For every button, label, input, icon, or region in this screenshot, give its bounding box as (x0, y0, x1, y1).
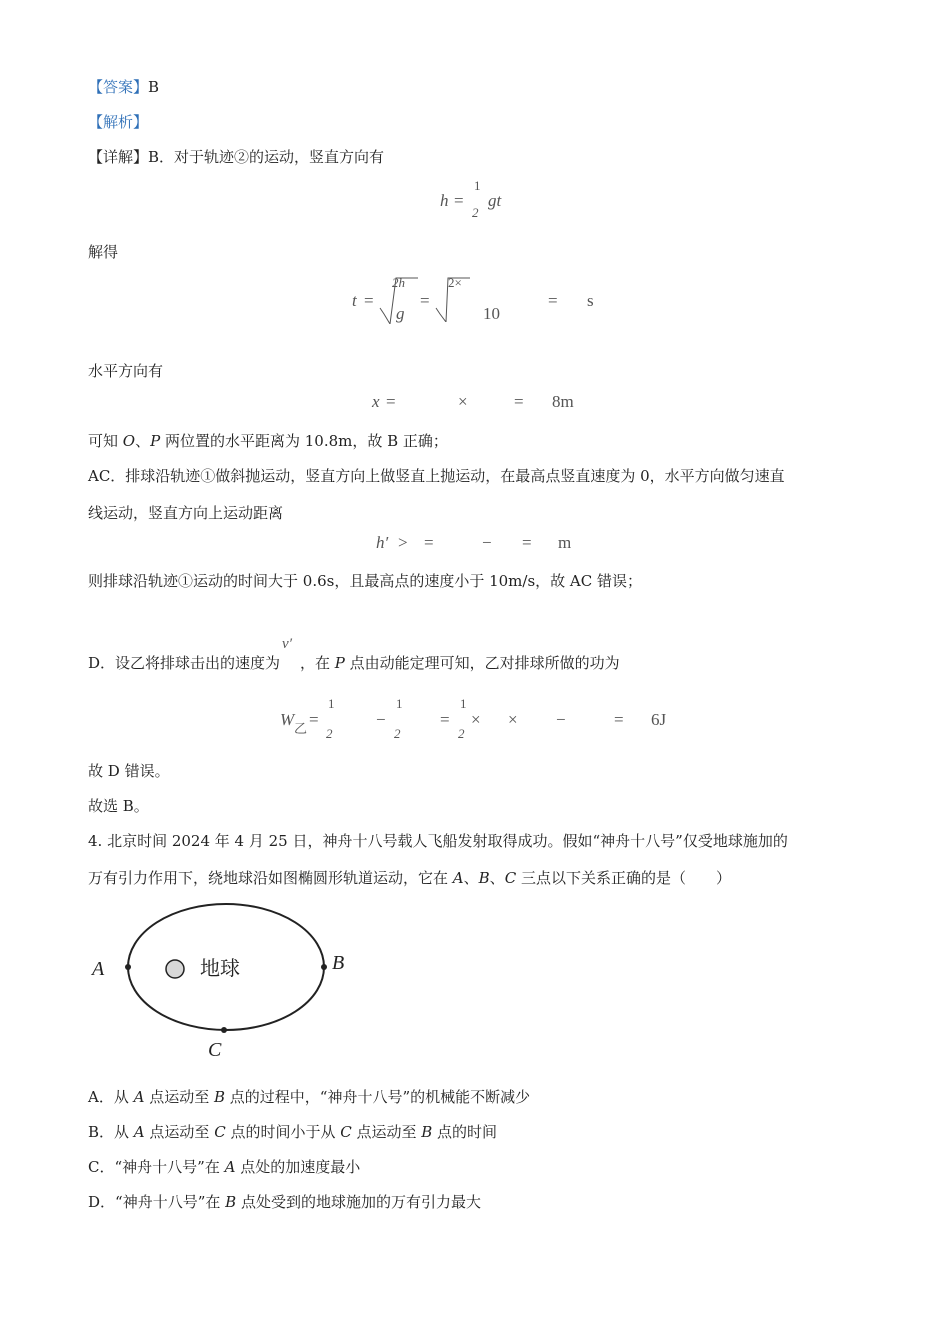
eq5-frac2-den: 2 (394, 726, 401, 741)
choose-conclusion: 故选 B。 (88, 797, 149, 815)
eq3-times: × (458, 392, 468, 411)
eq5-times-1: × (471, 710, 481, 729)
option-b[interactable] (88, 1121, 497, 1142)
equation-4 (376, 533, 596, 557)
eq5-frac1-den: 2 (326, 726, 333, 741)
eq2-lhs: t (352, 291, 357, 310)
equation-5 (280, 696, 680, 746)
eq5-times-2: × (508, 710, 518, 729)
eq2-equals-3: = (548, 291, 558, 310)
option-b-point-3: C (340, 1123, 352, 1141)
eq2-equals-2: = (420, 291, 430, 310)
option-b-text-4: 点运动至 (351, 1123, 422, 1141)
option-b-text-2: 点运动至 (144, 1123, 215, 1141)
option-c[interactable] (88, 1156, 360, 1177)
eq1-lhs: h (440, 191, 449, 210)
eq2-unit: s (587, 291, 594, 310)
earth-icon (166, 960, 184, 978)
point-b-dot (321, 964, 327, 970)
option-a-text-3: 点的过程中，“神舟十八号”的机械能不断减少 (225, 1088, 531, 1106)
stem2-text-4: 三点以下关系正确的是（ ） (516, 869, 731, 887)
eq1-rhs: gt (488, 191, 502, 210)
question4-stem-line-2 (88, 867, 731, 888)
eq5-frac2-num: 1 (396, 696, 403, 711)
conclusion-b (88, 430, 448, 451)
eq1-denominator: 2 (472, 205, 479, 220)
detail-label: 【详解】 (88, 148, 149, 166)
point-p: P (150, 432, 161, 450)
eq4-lhs: h′ (376, 533, 389, 552)
eq2-sqrt2-numerator: 2× (448, 275, 462, 290)
earth-label: 地球 (200, 958, 240, 980)
point-o: O (122, 432, 136, 450)
ac-conclusion: 则排球沿轨迹①运动的时间大于 0.6s，且最高点的速度小于 10m/s，故 AC 错误； (88, 572, 642, 590)
eq1-numerator: 1 (474, 178, 481, 193)
solve-label: 解得 (88, 243, 119, 261)
stem2-text-3: 、 (489, 869, 505, 887)
eq5-minus-2: − (556, 710, 566, 729)
conclusion-b-text-3: 两位置的水平距离为 10.8m，故 B 正确； (160, 432, 448, 450)
eq4-equals-2: = (522, 533, 532, 552)
point-c-dot (221, 1027, 227, 1033)
d-line (88, 636, 620, 673)
stem2-text-1: 万有引力作用下，绕地球沿如图椭圆形轨道运动，它在 (88, 869, 453, 887)
label-a: A (92, 958, 105, 980)
eq5-lhs: W (280, 710, 295, 729)
eq3-equals-2: = (514, 392, 524, 411)
option-a-text-1: A．从 (88, 1088, 134, 1106)
detail-intro: B．对于轨迹②的运动，竖直方向有 (148, 148, 385, 166)
option-b-point-4: B (421, 1123, 433, 1141)
d-line-text-2: ，在 (299, 654, 335, 672)
eq3-equals-1: = (386, 392, 396, 411)
point-a-dot (125, 964, 131, 970)
conclusion-b-text-1: 可知 (88, 432, 123, 450)
option-c-text-2: 点处的加速度最小 (235, 1158, 361, 1176)
label-c: C (208, 1039, 222, 1061)
eq5-frac3-den: 2 (458, 726, 465, 741)
eq5-equals-3: = (614, 710, 624, 729)
equation-2 (352, 272, 612, 328)
eq5-minus-1: − (376, 710, 386, 729)
detail-intro-line (88, 146, 384, 167)
option-a-point-1: A (133, 1088, 145, 1106)
eq5-subscript: 乙 (294, 721, 308, 736)
answer-label: 【答案】 (88, 78, 149, 96)
eq5-frac3-num: 1 (460, 696, 467, 711)
eq4-equals-1: = (424, 533, 434, 552)
eq2-sqrt1-denominator: g (396, 304, 405, 323)
label-b: B (332, 952, 345, 974)
eq2-sqrt1-numerator: 2h (392, 275, 405, 290)
eq5-frac1-num: 1 (328, 696, 335, 711)
eq4-unit: m (558, 533, 572, 552)
option-d-text-2: 点处受到的地球施加的万有引力最大 (236, 1193, 481, 1211)
d-line-text-3: 点由动能定理可知，乙对排球所做的功为 (344, 654, 620, 672)
option-b-text-3: 点的时间小于从 (225, 1123, 341, 1141)
eq3-lhs: x (372, 392, 380, 411)
conclusion-b-text-2: 、 (135, 432, 151, 450)
stem2-point-b: B (478, 869, 490, 887)
answer-value: B (148, 78, 160, 96)
answer-line (88, 76, 159, 97)
stem2-point-a: A (452, 869, 464, 887)
equation-1 (440, 178, 520, 222)
eq1-equals: = (454, 191, 464, 210)
option-c-point-1: A (224, 1158, 236, 1176)
option-b-text-5: 点的时间 (432, 1123, 498, 1141)
option-d-text-1: D．“神舟十八号”在 (88, 1193, 226, 1211)
option-c-text-1: C．“神舟十八号”在 (88, 1158, 225, 1176)
eq4-greater-than: > (398, 533, 408, 552)
point-p-2: P (334, 654, 345, 672)
option-b-text-1: B．从 (88, 1123, 134, 1141)
question4-stem-line-1: 4. 北京时间 2024 年 4 月 25 日，神舟十八号载人飞船发射取得成功。假如“神舟十八号”仅受地球施加的 (88, 832, 788, 850)
option-d[interactable] (88, 1191, 481, 1212)
eq4-minus: − (482, 533, 492, 552)
d-line-text-1: D．设乙将排球击出的速度为 (88, 654, 281, 672)
eq5-equals-1: = (309, 710, 319, 729)
horizontal-label: 水平方向有 (88, 362, 164, 380)
ac-line-2: 线运动，竖直方向上运动距离 (88, 504, 284, 522)
option-a-text-2: 点运动至 (144, 1088, 214, 1106)
equation-3 (372, 392, 592, 416)
option-a-point-2: B (214, 1088, 226, 1106)
analysis-label: 【解析】 (88, 113, 149, 131)
eq2-sqrt2-denominator: 10 (483, 304, 500, 323)
velocity-v-prime: v′ (282, 636, 292, 652)
option-b-point-1: A (133, 1123, 145, 1141)
eq3-result: 8m (552, 392, 574, 411)
eq5-equals-2: = (440, 710, 450, 729)
option-b-point-2: C (214, 1123, 226, 1141)
option-d-point-1: B (225, 1193, 237, 1211)
orbit-diagram (80, 895, 370, 1065)
stem2-text-2: 、 (463, 869, 479, 887)
eq2-equals-1: = (364, 291, 374, 310)
option-a[interactable] (88, 1086, 530, 1107)
ac-line-1: AC．排球沿轨迹①做斜抛运动，竖直方向上做竖直上抛运动，在最高点竖直速度为 0，水平方向做匀速直 (88, 467, 785, 485)
stem2-point-c: C (504, 869, 517, 887)
eq5-result: 6J (651, 710, 667, 729)
d-conclusion: 故 D 错误。 (88, 762, 170, 780)
